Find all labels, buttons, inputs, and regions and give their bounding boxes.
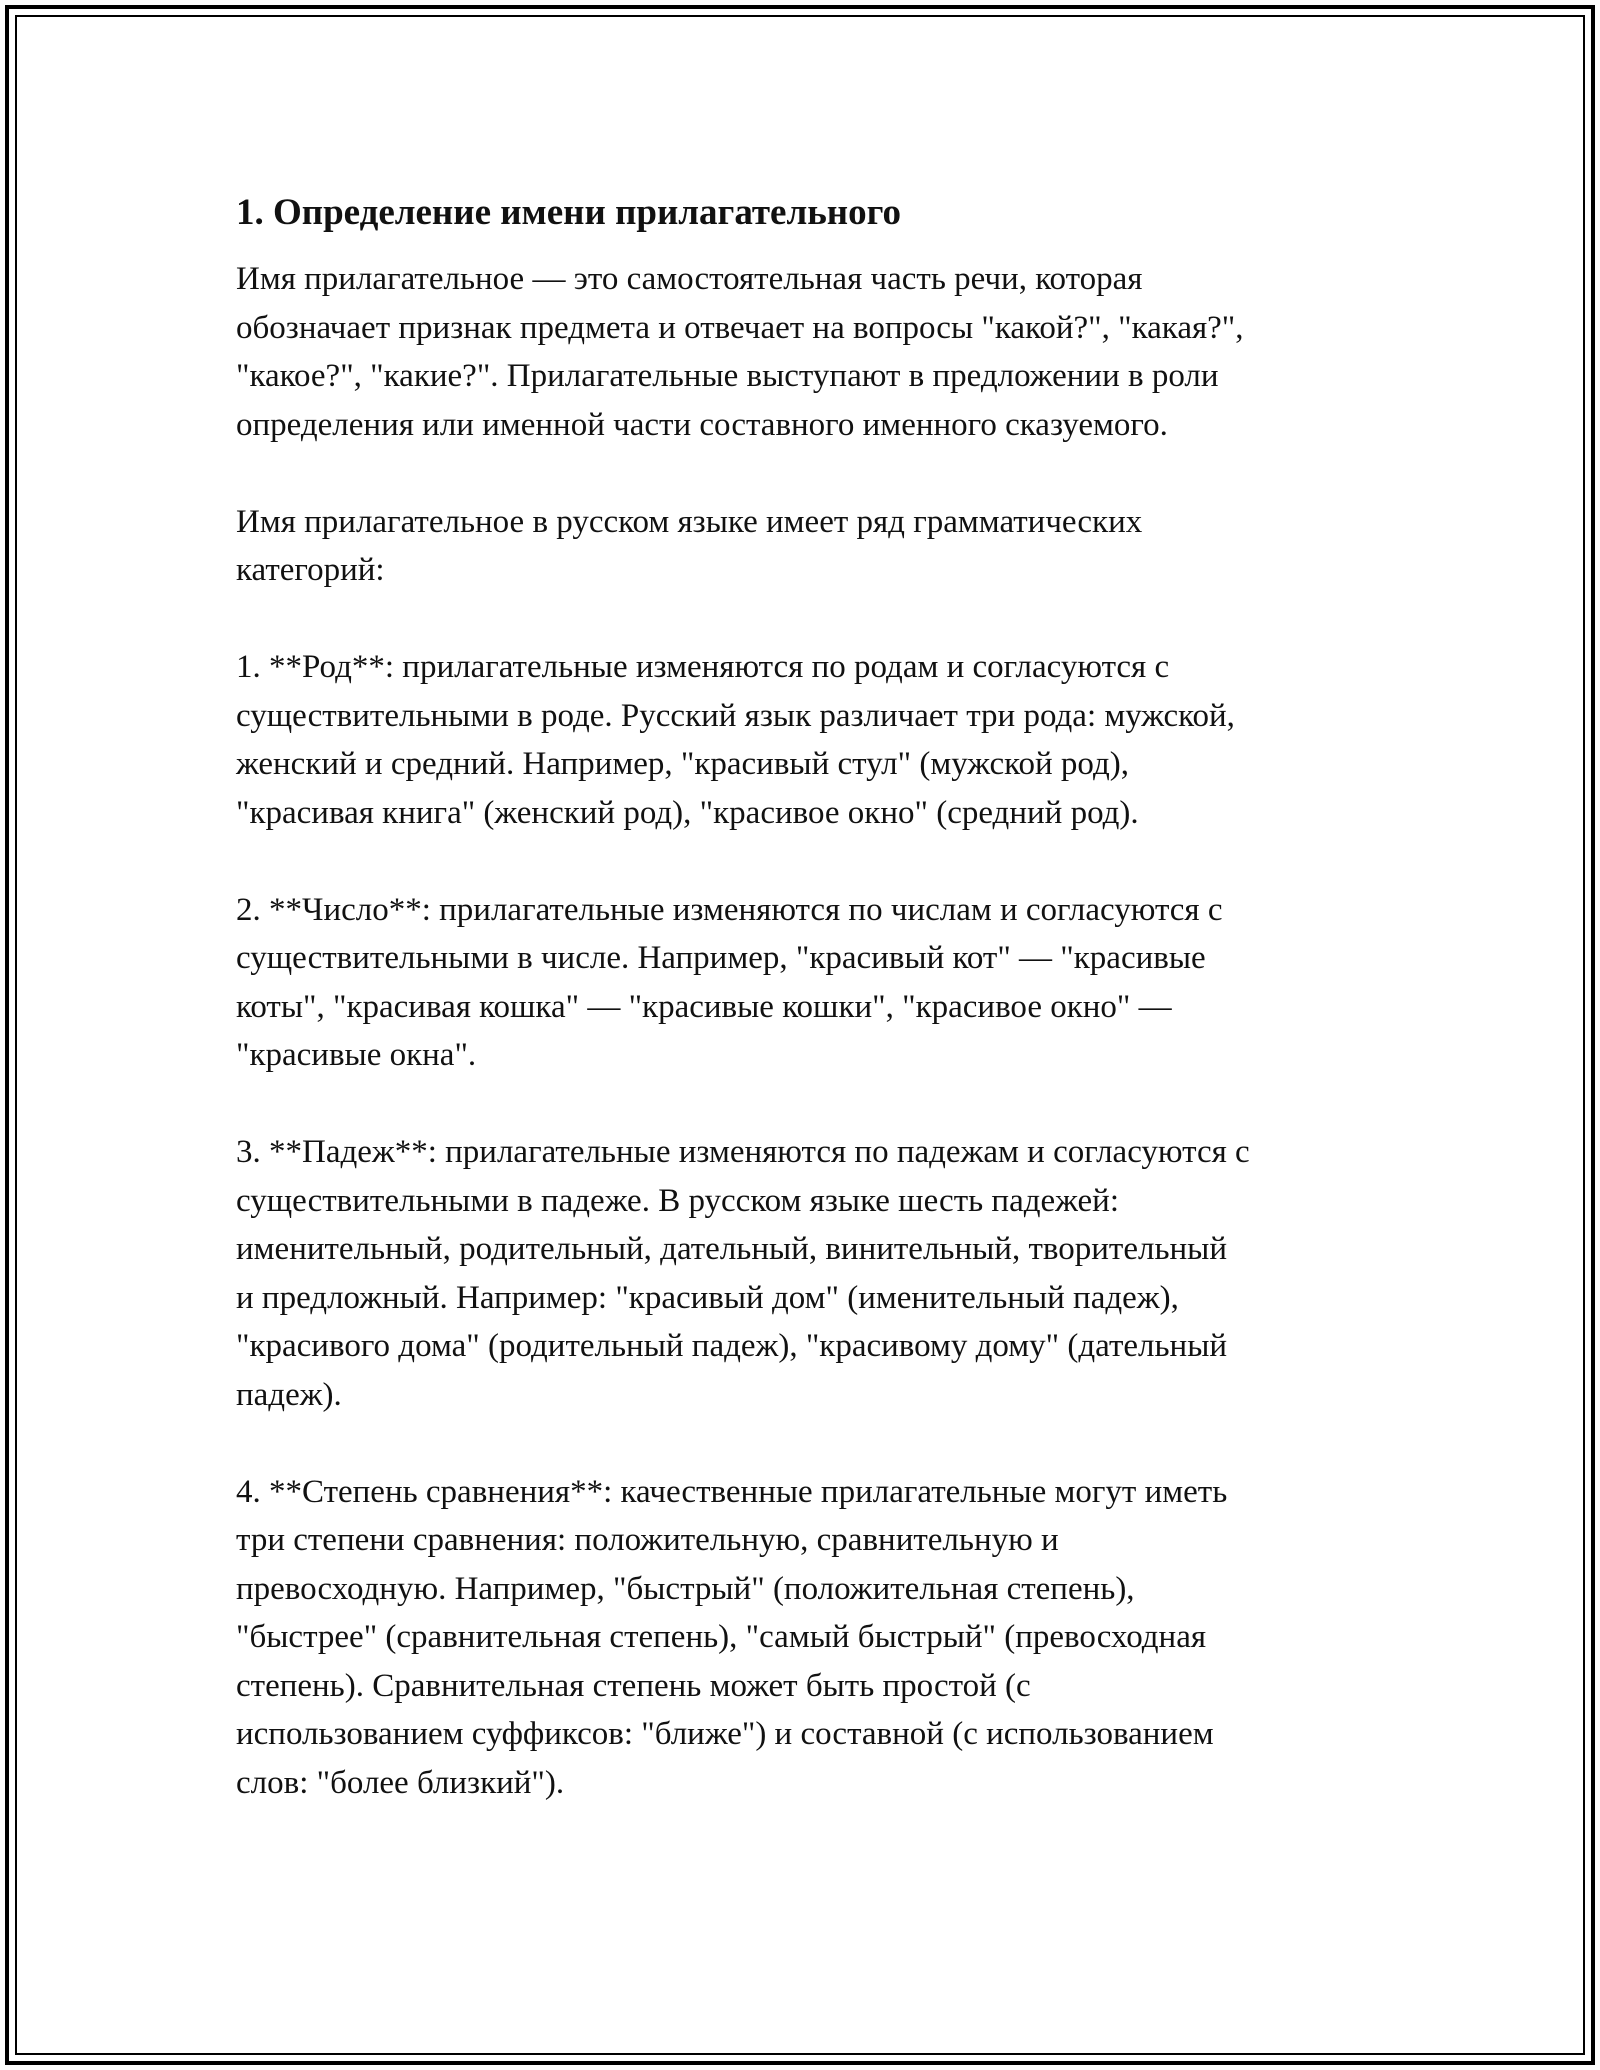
text-line: 4. **Степень сравнения**: качественные прилагательные могут иметь xyxy=(236,1473,1228,1510)
text-line: существительными в роде. Русский язык различает три рода: мужской, xyxy=(236,697,1235,734)
paragraph-spacer xyxy=(236,595,1386,644)
text-line: и предложный. Например: "красивый дом" (именительный падеж), xyxy=(236,1279,1179,1316)
text-line: "быстрее" (сравнительная степень), "самый быстрый" (превосходная xyxy=(236,1619,1207,1655)
paragraph-spacer xyxy=(236,1419,1386,1468)
text-line: именительный, родительный, дательный, винительный, творительный xyxy=(236,1231,1227,1267)
text-line: 3. **Падеж**: прилагательные изменяются по падежам и согласуются с xyxy=(236,1134,1250,1170)
text-line: "красивая книга" (женский род), "красивое окно" (средний род). xyxy=(236,794,1139,831)
text-line: женский и средний. Например, "красивый стул" (мужской род), xyxy=(236,746,1129,782)
text-line: "какое?", "какие?". Прилагательные выступают в предложении в роли xyxy=(236,358,1219,394)
text-line: Имя прилагательное — это самостоятельная часть речи, которая xyxy=(236,261,1143,297)
text-line: существительными в падеже. В русском языке шесть падежей: xyxy=(236,1182,1120,1219)
text-line: превосходную. Например, "быстрый" (положительная степень), xyxy=(236,1570,1135,1607)
text-line: степень). Сравнительная степень может быть простой (с xyxy=(236,1667,1031,1704)
text-line: 1. **Род**: прилагательные изменяются по родам и согласуются с xyxy=(236,649,1170,685)
text-line: слов: "более близкий"). xyxy=(236,1764,565,1801)
text-line: использованием суффиксов: "ближе") и составной (с использованием xyxy=(236,1716,1214,1752)
text-line: 2. **Число**: прилагательные изменяются по числам и согласуются с xyxy=(236,891,1223,928)
paragraph-spacer xyxy=(236,837,1386,886)
text-line: коты", "красивая кошка" — "красивые кошки", "красивое окно" — xyxy=(236,988,1172,1025)
paragraph-categories-intro xyxy=(236,498,1386,595)
paragraph-gender xyxy=(236,643,1386,837)
text-line: обозначает признак предмета и отвечает на вопросы "какой?", "какая?", xyxy=(236,309,1244,346)
text-line: падеж). xyxy=(236,1376,342,1413)
paragraph-spacer xyxy=(236,449,1386,498)
paragraph-spacer xyxy=(236,1080,1386,1129)
paragraph-definition xyxy=(236,255,1386,449)
paragraph-number xyxy=(236,886,1386,1080)
text-line: Имя прилагательное в русском языке имеет ряд грамматических xyxy=(236,503,1143,540)
section-title: 1. Определение имени прилагательного xyxy=(236,192,902,233)
text-line: определения или именной части составного именного сказуемого. xyxy=(236,406,1168,443)
paragraph-comparison-degree xyxy=(236,1468,1386,1808)
text-line: категорий: xyxy=(236,552,385,588)
text-line: существительными в числе. Например, "красивый кот" — "красивые xyxy=(236,940,1206,976)
paragraph-case xyxy=(236,1128,1386,1419)
document-body xyxy=(236,185,1386,1807)
text-line: "красивые окна". xyxy=(236,1037,477,1073)
text-line: "красивого дома" (родительный падеж), "красивому дому" (дательный xyxy=(236,1328,1228,1364)
text-line: три степени сравнения: положительную, сравнительную и xyxy=(236,1522,1059,1558)
